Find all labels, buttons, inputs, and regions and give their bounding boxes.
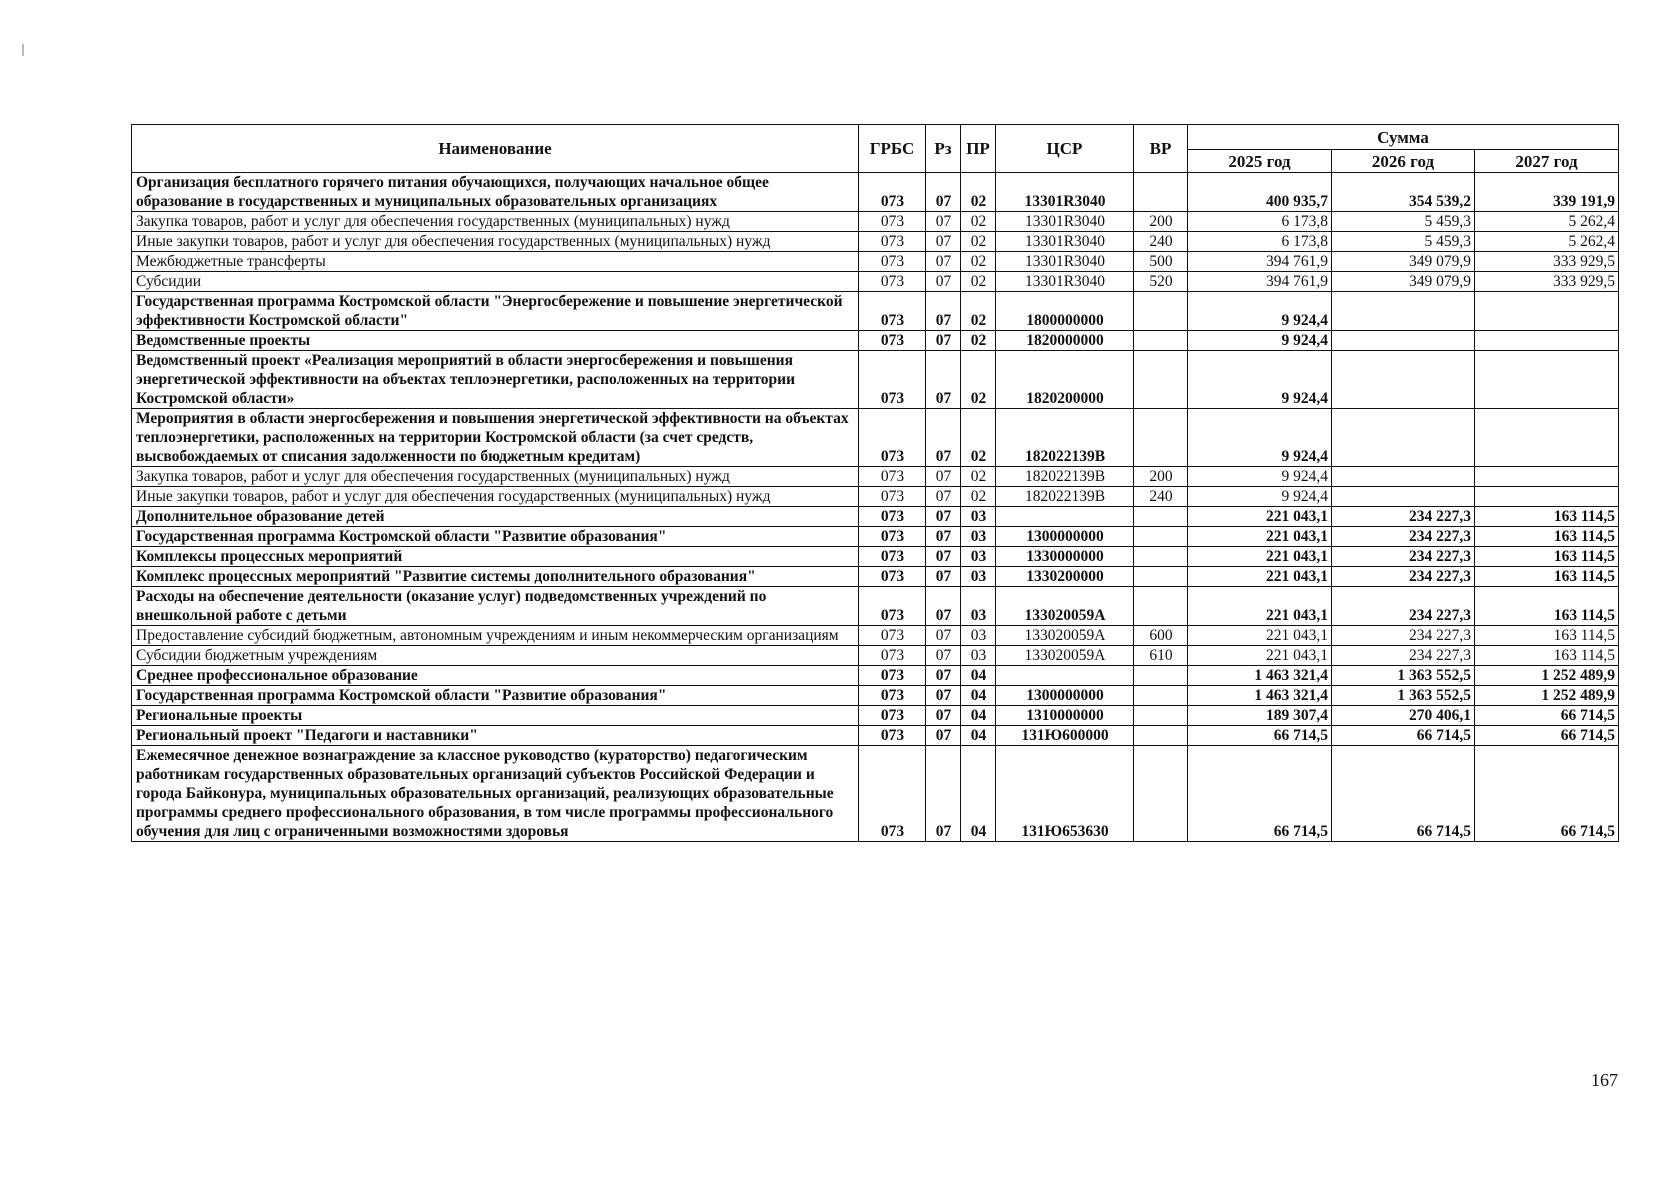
table-row: [132, 666, 1619, 686]
table-row: [132, 507, 1619, 527]
cell-grbs: 073: [859, 587, 926, 626]
cell-grbs: 073: [859, 292, 926, 331]
cell-name: Региональный проект "Педагоги и наставники": [132, 726, 859, 746]
cell-y2025: 221 043,1: [1188, 646, 1332, 666]
cell-grbs: 073: [859, 706, 926, 726]
cell-vr: [1134, 292, 1188, 331]
cell-csr: 182022139В: [996, 467, 1134, 487]
table-row: [132, 467, 1619, 487]
cell-name: Межбюджетные трансферты: [132, 252, 859, 272]
table-row: [132, 646, 1619, 666]
cell-pr: 03: [961, 587, 996, 626]
cell-name: Ведомственный проект «Реализация мероприятий в области энергосбережения и повышения энергетической эффективности на объектах теплоэнергетики, расположенных на территории Костромской области»: [132, 351, 859, 409]
cell-y2026: 234 227,3: [1332, 567, 1475, 587]
cell-y2025: 9 924,4: [1188, 331, 1332, 351]
cell-y2025: 9 924,4: [1188, 409, 1332, 467]
cell-name: Дополнительное образование детей: [132, 507, 859, 527]
cell-pr: 02: [961, 409, 996, 467]
table-row: [132, 292, 1619, 331]
cell-y2027: 163 114,5: [1475, 626, 1619, 646]
cell-y2027: 66 714,5: [1475, 746, 1619, 842]
cell-name: Региональные проекты: [132, 706, 859, 726]
cell-vr: 500: [1134, 252, 1188, 272]
table-row: [132, 272, 1619, 292]
cell-y2027: 333 929,5: [1475, 252, 1619, 272]
cell-pr: 02: [961, 272, 996, 292]
cell-grbs: 073: [859, 626, 926, 646]
cell-rz: 07: [926, 252, 961, 272]
cell-rz: 07: [926, 567, 961, 587]
cell-csr: 1330200000: [996, 567, 1134, 587]
cell-y2027: 5 262,4: [1475, 232, 1619, 252]
table-row: [132, 547, 1619, 567]
cell-name: Мероприятия в области энергосбережения и повышения энергетической эффективности на объектах теплоэнергетики, расположенных на территории Костромской области (за счет средств, высвобождаемых от списания задолженности по бюджетным кредитам): [132, 409, 859, 467]
cell-pr: 03: [961, 547, 996, 567]
cell-pr: 03: [961, 567, 996, 587]
cell-y2025: 221 043,1: [1188, 527, 1332, 547]
cell-rz: 07: [926, 626, 961, 646]
cell-pr: 04: [961, 686, 996, 706]
cell-grbs: 073: [859, 272, 926, 292]
cell-name: Иные закупки товаров, работ и услуг для обеспечения государственных (муниципальных) нужд: [132, 487, 859, 507]
cell-name: Среднее профессиональное образование: [132, 666, 859, 686]
cell-y2025: 6 173,8: [1188, 212, 1332, 232]
cell-rz: 07: [926, 351, 961, 409]
cell-y2025: 1 463 321,4: [1188, 666, 1332, 686]
cell-grbs: 073: [859, 252, 926, 272]
cell-y2026: [1332, 292, 1475, 331]
cell-y2026: 354 539,2: [1332, 173, 1475, 212]
cell-y2026: 270 406,1: [1332, 706, 1475, 726]
cell-name: Комплексы процессных мероприятий: [132, 547, 859, 567]
table-row: [132, 409, 1619, 467]
cell-name: Предоставление субсидий бюджетным, автономным учреждениям и иным некоммерческим организациям: [132, 626, 859, 646]
cell-rz: 07: [926, 292, 961, 331]
cell-y2026: 1 363 552,5: [1332, 686, 1475, 706]
cell-rz: 07: [926, 666, 961, 686]
cell-pr: 03: [961, 527, 996, 547]
cell-grbs: 073: [859, 567, 926, 587]
cell-y2026: 234 227,3: [1332, 646, 1475, 666]
cell-pr: 03: [961, 507, 996, 527]
cell-y2026: [1332, 467, 1475, 487]
cell-csr: 1800000000: [996, 292, 1134, 331]
cell-rz: 07: [926, 232, 961, 252]
cell-y2027: 163 114,5: [1475, 507, 1619, 527]
cell-csr: [996, 507, 1134, 527]
cell-grbs: 073: [859, 351, 926, 409]
cell-y2025: 1 463 321,4: [1188, 686, 1332, 706]
cell-rz: 07: [926, 331, 961, 351]
cell-csr: 13301R3040: [996, 272, 1134, 292]
cell-y2026: 5 459,3: [1332, 212, 1475, 232]
cell-grbs: 073: [859, 507, 926, 527]
cell-grbs: 073: [859, 527, 926, 547]
cell-y2027: [1475, 487, 1619, 507]
cell-y2025: 9 924,4: [1188, 351, 1332, 409]
cell-pr: 04: [961, 666, 996, 686]
cell-vr: 610: [1134, 646, 1188, 666]
cell-y2025: 9 924,4: [1188, 292, 1332, 331]
header-rz: Рз: [926, 125, 961, 173]
cell-csr: 13301R3040: [996, 232, 1134, 252]
cell-csr: 131Ю600000: [996, 726, 1134, 746]
cell-y2027: 333 929,5: [1475, 272, 1619, 292]
cell-csr: 13301R3040: [996, 212, 1134, 232]
cell-csr: 133020059А: [996, 626, 1134, 646]
cell-y2027: 339 191,9: [1475, 173, 1619, 212]
cell-grbs: 073: [859, 212, 926, 232]
cell-grbs: 073: [859, 467, 926, 487]
cell-csr: 131Ю653630: [996, 746, 1134, 842]
cell-grbs: 073: [859, 666, 926, 686]
budget-table: [131, 124, 1619, 842]
cell-y2025: 66 714,5: [1188, 746, 1332, 842]
cell-grbs: 073: [859, 686, 926, 706]
cell-vr: 520: [1134, 272, 1188, 292]
cell-y2027: 163 114,5: [1475, 646, 1619, 666]
scan-margin-mark: [22, 44, 24, 56]
table-row: [132, 487, 1619, 507]
cell-vr: [1134, 686, 1188, 706]
cell-pr: 02: [961, 351, 996, 409]
cell-rz: 07: [926, 467, 961, 487]
cell-y2027: [1475, 292, 1619, 331]
cell-y2026: 66 714,5: [1332, 726, 1475, 746]
table-row: [132, 331, 1619, 351]
cell-y2027: 1 252 489,9: [1475, 666, 1619, 686]
cell-grbs: 073: [859, 409, 926, 467]
cell-vr: [1134, 331, 1188, 351]
cell-rz: 07: [926, 527, 961, 547]
cell-name: Ежемесячное денежное вознаграждение за классное руководство (кураторство) педагогическим работникам государственных образовательных организаций субъектов Российской Федерации и города Байконура, муниципальных образовательных организаций, реализующих образовательные программы среднего профессионального образования, в том числе программы профессионального обучения для лиц с ограниченными возможностями здоровья: [132, 746, 859, 842]
cell-name: Закупка товаров, работ и услуг для обеспечения государственных (муниципальных) нужд: [132, 467, 859, 487]
cell-y2026: 234 227,3: [1332, 527, 1475, 547]
header-year-2025: 2025 год: [1188, 150, 1332, 173]
cell-csr: 133020059А: [996, 646, 1134, 666]
cell-y2027: 163 114,5: [1475, 587, 1619, 626]
cell-grbs: 073: [859, 173, 926, 212]
page-number: 167: [1591, 1070, 1618, 1090]
cell-csr: 1820200000: [996, 351, 1134, 409]
cell-vr: [1134, 173, 1188, 212]
cell-grbs: 073: [859, 331, 926, 351]
cell-name: Расходы на обеспечение деятельности (оказание услуг) подведомственных учреждений по внешкольной работе с детьми: [132, 587, 859, 626]
cell-csr: 1300000000: [996, 686, 1134, 706]
cell-vr: 240: [1134, 487, 1188, 507]
cell-y2025: 9 924,4: [1188, 467, 1332, 487]
cell-y2025: 221 043,1: [1188, 547, 1332, 567]
cell-y2027: 66 714,5: [1475, 726, 1619, 746]
header-name: Наименование: [132, 125, 859, 173]
cell-y2025: 394 761,9: [1188, 252, 1332, 272]
cell-csr: 13301R3040: [996, 252, 1134, 272]
table-body: [132, 173, 1619, 842]
cell-vr: [1134, 409, 1188, 467]
cell-y2026: [1332, 487, 1475, 507]
cell-y2027: [1475, 409, 1619, 467]
cell-rz: 07: [926, 726, 961, 746]
cell-y2027: [1475, 351, 1619, 409]
cell-pr: 04: [961, 706, 996, 726]
table-row: [132, 746, 1619, 842]
cell-rz: 07: [926, 646, 961, 666]
header-vr: ВР: [1134, 125, 1188, 173]
cell-pr: 04: [961, 746, 996, 842]
cell-vr: [1134, 507, 1188, 527]
cell-rz: 07: [926, 547, 961, 567]
cell-y2025: 189 307,4: [1188, 706, 1332, 726]
cell-rz: 07: [926, 746, 961, 842]
cell-y2026: [1332, 409, 1475, 467]
cell-vr: [1134, 567, 1188, 587]
table-row: [132, 587, 1619, 626]
cell-pr: 02: [961, 232, 996, 252]
cell-csr: 1310000000: [996, 706, 1134, 726]
cell-y2025: 6 173,8: [1188, 232, 1332, 252]
cell-name: Государственная программа Костромской области "Энергосбережение и повышение энергетической эффективности Костромской области": [132, 292, 859, 331]
cell-pr: 02: [961, 252, 996, 272]
table-row: [132, 173, 1619, 212]
cell-pr: 02: [961, 487, 996, 507]
cell-rz: 07: [926, 587, 961, 626]
cell-y2025: 221 043,1: [1188, 587, 1332, 626]
header-year-2026: 2026 год: [1332, 150, 1475, 173]
cell-rz: 07: [926, 507, 961, 527]
cell-grbs: 073: [859, 547, 926, 567]
cell-pr: 02: [961, 212, 996, 232]
cell-y2026: 234 227,3: [1332, 587, 1475, 626]
cell-grbs: 073: [859, 232, 926, 252]
cell-rz: 07: [926, 272, 961, 292]
cell-pr: 02: [961, 331, 996, 351]
table-header: [132, 125, 1619, 173]
cell-y2027: [1475, 331, 1619, 351]
cell-y2026: 1 363 552,5: [1332, 666, 1475, 686]
cell-y2025: 221 043,1: [1188, 507, 1332, 527]
cell-name: Государственная программа Костромской области "Развитие образования": [132, 527, 859, 547]
cell-rz: 07: [926, 173, 961, 212]
cell-y2027: 163 114,5: [1475, 547, 1619, 567]
cell-pr: 02: [961, 467, 996, 487]
header-pr: ПР: [961, 125, 996, 173]
table-row: [132, 726, 1619, 746]
cell-y2027: 5 262,4: [1475, 212, 1619, 232]
cell-vr: [1134, 351, 1188, 409]
cell-vr: [1134, 726, 1188, 746]
cell-csr: [996, 666, 1134, 686]
table-row: [132, 252, 1619, 272]
cell-vr: 240: [1134, 232, 1188, 252]
cell-vr: [1134, 527, 1188, 547]
cell-name: Иные закупки товаров, работ и услуг для обеспечения государственных (муниципальных) нужд: [132, 232, 859, 252]
cell-y2026: 234 227,3: [1332, 547, 1475, 567]
cell-name: Комплекс процессных мероприятий "Развитие системы дополнительного образования": [132, 567, 859, 587]
cell-grbs: 073: [859, 746, 926, 842]
cell-rz: 07: [926, 212, 961, 232]
cell-name: Ведомственные проекты: [132, 331, 859, 351]
cell-vr: 200: [1134, 212, 1188, 232]
table-row: [132, 527, 1619, 547]
header-sum: Сумма: [1188, 125, 1619, 150]
cell-y2026: 234 227,3: [1332, 507, 1475, 527]
cell-grbs: 073: [859, 646, 926, 666]
cell-y2025: 394 761,9: [1188, 272, 1332, 292]
cell-vr: 200: [1134, 467, 1188, 487]
cell-y2026: 349 079,9: [1332, 252, 1475, 272]
cell-csr: 182022139В: [996, 487, 1134, 507]
cell-y2027: [1475, 467, 1619, 487]
table-row: [132, 351, 1619, 409]
cell-vr: [1134, 666, 1188, 686]
cell-vr: [1134, 547, 1188, 567]
cell-rz: 07: [926, 487, 961, 507]
table-row: [132, 686, 1619, 706]
header-csr: ЦСР: [996, 125, 1134, 173]
header-grbs: ГРБС: [859, 125, 926, 173]
table-row: [132, 626, 1619, 646]
cell-pr: 02: [961, 173, 996, 212]
cell-y2026: 349 079,9: [1332, 272, 1475, 292]
cell-y2025: 9 924,4: [1188, 487, 1332, 507]
cell-y2027: 1 252 489,9: [1475, 686, 1619, 706]
table-row: [132, 706, 1619, 726]
cell-y2025: 400 935,7: [1188, 173, 1332, 212]
cell-pr: 03: [961, 626, 996, 646]
cell-csr: 1330000000: [996, 547, 1134, 567]
cell-name: Государственная программа Костромской области "Развитие образования": [132, 686, 859, 706]
cell-y2026: 5 459,3: [1332, 232, 1475, 252]
cell-name: Субсидии бюджетным учреждениям: [132, 646, 859, 666]
cell-pr: 03: [961, 646, 996, 666]
cell-csr: 133020059А: [996, 587, 1134, 626]
table-row: [132, 567, 1619, 587]
cell-grbs: 073: [859, 726, 926, 746]
cell-csr: 1300000000: [996, 527, 1134, 547]
cell-y2027: 163 114,5: [1475, 567, 1619, 587]
table-row: [132, 212, 1619, 232]
cell-name: Организация бесплатного горячего питания обучающихся, получающих начальное общее образование в государственных и муниципальных образовательных организациях: [132, 173, 859, 212]
cell-y2026: 66 714,5: [1332, 746, 1475, 842]
cell-vr: [1134, 746, 1188, 842]
cell-y2025: 221 043,1: [1188, 626, 1332, 646]
cell-name: Субсидии: [132, 272, 859, 292]
cell-y2026: 234 227,3: [1332, 626, 1475, 646]
cell-y2025: 66 714,5: [1188, 726, 1332, 746]
cell-y2027: 163 114,5: [1475, 527, 1619, 547]
cell-rz: 07: [926, 706, 961, 726]
cell-rz: 07: [926, 409, 961, 467]
table-row: [132, 232, 1619, 252]
cell-y2026: [1332, 331, 1475, 351]
cell-grbs: 073: [859, 487, 926, 507]
cell-vr: 600: [1134, 626, 1188, 646]
cell-vr: [1134, 587, 1188, 626]
cell-name: Закупка товаров, работ и услуг для обеспечения государственных (муниципальных) нужд: [132, 212, 859, 232]
cell-csr: 13301R3040: [996, 173, 1134, 212]
cell-pr: 02: [961, 292, 996, 331]
cell-vr: [1134, 706, 1188, 726]
cell-pr: 04: [961, 726, 996, 746]
cell-y2027: 66 714,5: [1475, 706, 1619, 726]
cell-csr: 182022139В: [996, 409, 1134, 467]
cell-y2026: [1332, 351, 1475, 409]
header-year-2027: 2027 год: [1475, 150, 1619, 173]
cell-y2025: 221 043,1: [1188, 567, 1332, 587]
cell-csr: 1820000000: [996, 331, 1134, 351]
cell-rz: 07: [926, 686, 961, 706]
